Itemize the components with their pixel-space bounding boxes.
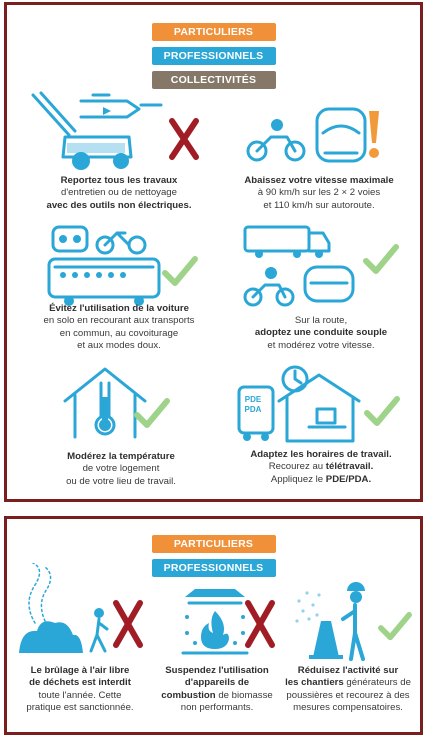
open-burning-icon — [15, 563, 115, 655]
caption-text: d'entretien ou de nettoyage — [61, 187, 177, 199]
caption-text: Abaissez votre vitesse maximale — [244, 175, 394, 186]
tag-particuliers: PARTICULIERS — [152, 23, 276, 41]
caption-open-burning — [9, 665, 151, 715]
caption-text: mesures compensatoires. — [293, 702, 403, 714]
caption-text: combustion — [161, 689, 216, 701]
caption-text: Réduisez l'activité sur — [297, 665, 399, 676]
check-mark-icon — [161, 255, 199, 289]
truck-motorbike-car-icon — [239, 223, 367, 307]
caption-text: Évitez l'utilisation de la voiture — [49, 303, 189, 314]
check-mark-icon — [133, 397, 171, 431]
cross-mark-icon — [243, 599, 277, 649]
caption-wood-stove — [151, 665, 283, 715]
caption-text: et modérez votre vitesse. — [267, 339, 375, 351]
bottom-panel — [4, 516, 423, 735]
caption-text: poussières et recourez à des — [286, 689, 410, 701]
caption-telework — [229, 449, 413, 486]
bus-sign-pde: PDE — [244, 395, 262, 404]
caption-text: en solo en recourant aux transports — [43, 315, 195, 327]
caption-text: générateurs de — [343, 677, 411, 689]
caption-text: à 90 km/h sur les 2 × 2 voies — [257, 187, 381, 199]
cross-mark-icon — [111, 599, 145, 649]
motorbike-car-icon — [245, 103, 395, 169]
caption-text: les chantiers — [285, 677, 344, 689]
caption-text: pratique est sanctionnée. — [26, 702, 134, 714]
caption-text: Recourez au — [268, 461, 326, 473]
caption-text: PDE/PDA. — [325, 473, 372, 485]
caption-smooth-driving — [229, 315, 413, 352]
lawnmower-icon — [29, 91, 169, 173]
top-panel — [4, 2, 423, 502]
caption-text: de biomasse — [215, 689, 273, 701]
caption-text: Adaptez les horaires de travail. — [250, 449, 392, 460]
caption-text: Le brûlage à l'air libre — [30, 665, 130, 676]
check-mark-icon — [362, 243, 400, 277]
check-mark-icon — [377, 611, 413, 643]
tag-particuliers: PARTICULIERS — [152, 535, 276, 553]
caption-text: d'appareils de — [184, 677, 250, 689]
construction-site-icon — [293, 581, 373, 661]
caption-text: en commun, au covoiturage — [59, 327, 179, 339]
caption-text: de votre logement — [82, 463, 160, 475]
tag-collectivites: COLLECTIVITÉS — [152, 71, 276, 89]
bus-sign — [239, 395, 267, 415]
caption-text: Reportez tous les travaux — [60, 175, 178, 186]
caption-temperature — [41, 451, 201, 488]
caption-text: Sur la route, — [294, 315, 348, 326]
caption-text: ou de votre lieu de travail. — [66, 475, 176, 487]
caption-text: toute l'année. Cette — [38, 689, 122, 701]
caption-text: de déchets est interdit — [29, 677, 131, 689]
caption-text: non performants. — [180, 702, 254, 714]
caption-text: avec des outils non électriques. — [46, 199, 192, 211]
caption-text: et 110 km/h sur autoroute. — [263, 199, 375, 211]
caption-garden-tools — [29, 175, 209, 212]
caption-text: et aux modes doux. — [77, 340, 161, 352]
caption-text: adoptez une conduite souple — [254, 327, 388, 339]
check-mark-icon — [363, 395, 401, 429]
caption-text: Suspendez l'utilisation — [165, 665, 269, 676]
caption-public-transport — [21, 303, 217, 353]
bus-sign-pda: PDA — [244, 405, 262, 414]
caption-text: télétravail. — [325, 461, 374, 473]
bus-bike-icon — [45, 223, 169, 307]
cross-mark-icon — [167, 117, 201, 161]
caption-construction — [275, 665, 421, 715]
caption-speed — [225, 175, 413, 212]
caption-text: Appliquez le — [270, 473, 326, 485]
tag-professionnels: PROFESSIONNELS — [152, 47, 276, 65]
caption-text: Modérez la température — [67, 451, 175, 462]
tag-professionnels: PROFESSIONNELS — [152, 559, 276, 577]
